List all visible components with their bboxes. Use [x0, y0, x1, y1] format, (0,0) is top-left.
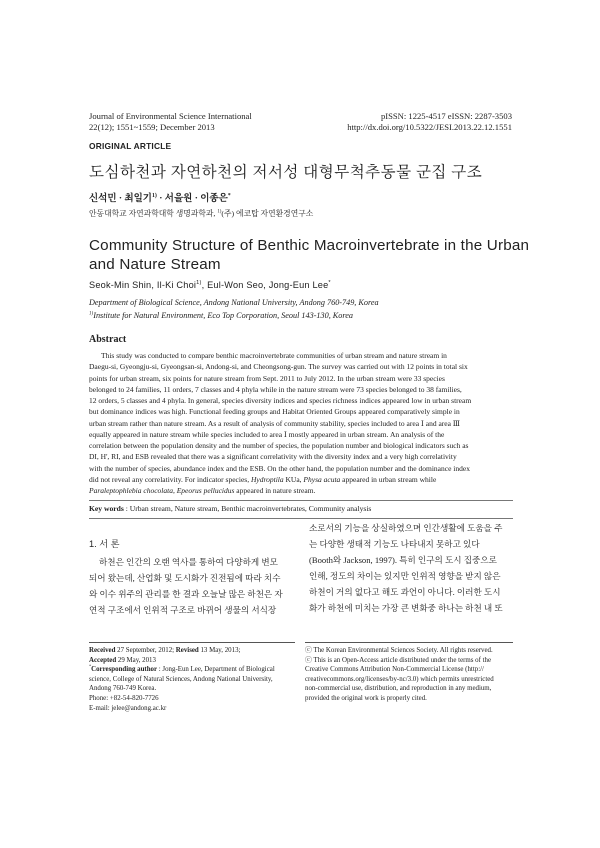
korean-authors-star: * — [227, 192, 231, 199]
journal-doi: http://dx.doi.org/10.5322/JESI.2013.22.12.1551 — [347, 122, 512, 132]
keywords-divider-bottom — [89, 518, 513, 519]
abstract-line: urban stream rather than nature stream. As a result of analysis of community stability, species included to area Ⅰ and area Ⅲ — [89, 418, 461, 428]
intro-left-line: 와 이수 위주의 관리를 한 결과 오늘날 많은 하천은 자 — [89, 589, 283, 600]
license-line: non-commercial use, distribution, and reproduction in any medium, — [305, 685, 492, 693]
abstract-line: but dominance indices was high. Functional feeding groups and Habitat Oriented Groups appeared comparatively simple in — [89, 407, 460, 417]
abstract-heading: Abstract — [89, 334, 127, 345]
license-line: creativecommons.org/licenses/by-nc/3.0) which permits unrestricted — [305, 675, 494, 683]
license-line: ⓒ This is an Open-Access article distributed under the terms of the — [305, 656, 492, 664]
abstract-line: points for urban stream, six points for nature stream from Sept. 2011 to July 2012. In the urban stream were 33 species — [89, 373, 445, 383]
abstract-line: DI, H', RI, and ESB revealed that there was a significant correlativity with the diversity index and a very high correlativity — [89, 452, 457, 462]
license-line: provided the original work is properly cited. — [305, 694, 427, 702]
english-authors — [89, 280, 331, 290]
species-epeorus: Epeorus pellucidus — [176, 486, 235, 495]
species-paraleptophlebia: Paraleptophlebia chocolata — [89, 486, 173, 495]
license-notice — [305, 646, 515, 704]
received-label: Received — [89, 647, 116, 654]
revised-date: 13 May, 2013; — [198, 647, 241, 654]
intro-right-line: (Booth와 Jackson, 1997). 특히 인구의 도시 집중으로 — [309, 555, 497, 566]
abstract-line: equally appeared in nature stream while species included to area Ⅰ mostly appeared in urban stream. An analysis of the — [89, 429, 445, 439]
license-line: ⓒ The Korean Environmental Sciences Society. All rights reserved. — [305, 647, 493, 654]
abstract-line: correlation between the population density and the number of species, the population number and biological indicators such as — [89, 441, 469, 450]
english-affiliation-2-text: Institute for Natural Environment, Eco Top Corporation, Seoul 143-130, Korea — [93, 310, 353, 320]
korean-authors — [89, 190, 231, 204]
abstract-line: with the number of species, abundance index and the ESB. On the other hand, the population number and the dominance index — [89, 463, 470, 473]
keywords-text: : Urban stream, Nature stream, Benthic macroinvertebrates, Community analysis — [123, 504, 372, 513]
corr-line3: Andong 760-749 Korea. — [89, 685, 157, 693]
english-title-line2: and Nature Stream — [89, 256, 221, 273]
revised-label: Revised — [175, 647, 199, 654]
english-title — [89, 236, 529, 274]
corr-star: * — [89, 663, 92, 669]
english-authors-sup: 1) — [196, 279, 202, 286]
abstract-line: Daegu-si, Gyeongju-si, Gyeongsan-si, Andong-si, and Cheongsong-gun. The survey was carried out with 12 points in total six — [89, 362, 468, 372]
corr-phone: Phone: +82-54-820-7726 — [89, 694, 159, 702]
journal-header-right — [300, 111, 512, 133]
footnote-divider-right — [305, 642, 513, 643]
intro-right-line: 화가 하천에 미치는 가장 큰 변화중 하나는 하천 내 또 — [309, 603, 503, 614]
intro-right-column — [309, 520, 515, 617]
received-date: 27 September, 2012; — [115, 647, 176, 654]
korean-authors-rest: · 서을원 · 이종은 — [156, 194, 228, 204]
footnote-corresponding — [89, 665, 295, 675]
article-footnote — [89, 646, 295, 713]
korean-affiliation-sup: 1) — [217, 209, 222, 215]
intro-left-line: 하천은 인간의 오랜 역사를 통하여 다양하게 변모 — [99, 557, 278, 567]
intro-right-line: 하천이 거의 없다고 해도 과언이 아니다. 이러한 도시 — [309, 587, 501, 598]
keywords-divider-top — [89, 500, 513, 501]
english-authors-rest: , Eul-Won Seo, Jong-Eun Lee — [201, 280, 329, 290]
abstract-line-13-end: appeared in nature stream. — [234, 486, 316, 495]
korean-affiliation-rest: (주) 에코탑 자연환경연구소 — [221, 209, 314, 218]
abstract-line-12 — [89, 474, 513, 485]
abstract-line: 12 orders, 5 classes and 4 phyla. In general, species diversity indices and species richness indices appeared low in urban stream — [89, 396, 472, 405]
accepted-date: 29 May, 2013 — [116, 656, 156, 664]
journal-issn: pISSN: 1225-4517 eISSN: 2287-3503 — [380, 111, 512, 121]
species-hydroptila: Hydroptila — [250, 474, 284, 484]
footnote-accepted — [89, 656, 295, 666]
license-line: Creative Commons Attribution Non-Commercial License (http:// — [305, 666, 484, 674]
korean-authors-sup: 1) — [151, 192, 157, 199]
corr-line1: : Jong-Eun Lee, Department of Biological — [157, 666, 275, 674]
english-authors-star: * — [328, 279, 331, 286]
intro-left-line: 연적 구조에서 인위적 구조로 바뀌어 생물의 서식장 — [89, 605, 277, 616]
keywords-label: Key words — [89, 504, 124, 513]
intro-right-line: 소로서의 기능을 상실하였으며 인간생활에 도움을 주 — [309, 523, 503, 533]
english-title-line1: Community Structure of Benthic Macroinvertebrate in the Urban — [89, 237, 530, 254]
accepted-label: Accepted — [89, 656, 117, 664]
section-heading-intro: 1. 서 론 — [89, 539, 120, 549]
abstract-line-13-mid: , — [172, 486, 177, 495]
corr-email: E-mail: jelee@andong.ac.kr — [89, 704, 167, 712]
intro-right-line: 인해, 정도의 차이는 있지만 인위적 영향을 받지 않은 — [309, 571, 501, 582]
abstract-body — [89, 350, 513, 496]
journal-volume: 22(12); 1551~1559; December 2013 — [89, 122, 215, 132]
journal-name: Journal of Environmental Science International — [89, 111, 252, 121]
species-physa-acuta: Physa acuta — [303, 474, 341, 484]
corr-line2: science, College of Natural Sciences, Andong National University, — [89, 675, 273, 683]
footnote-dates — [89, 646, 295, 656]
article-type: ORIGINAL ARTICLE — [89, 141, 172, 151]
corr-label: Corresponding author — [91, 666, 158, 674]
journal-header-left — [89, 111, 329, 133]
intro-right-line: 는 다양한 생태적 기능도 나타내지 못하고 있다 — [309, 539, 480, 550]
keywords — [89, 504, 371, 513]
korean-authors-text: 신석민 · 최일기 — [89, 194, 152, 204]
abstract-line-12-mid: KUa, — [283, 474, 304, 484]
abstract-line-12-end: appeared in urban stream while — [340, 474, 437, 484]
english-affiliation-2 — [89, 310, 529, 323]
intro-left-line: 되어 왔는데, 산업화 및 도시화가 진전됨에 따라 치수 — [89, 573, 281, 584]
abstract-line: belonged to 24 families, 11 orders, 7 classes and 4 phyla while in the nature stream were 73 species belonged to 38 families, — [89, 384, 462, 394]
english-authors-text: Seok-Min Shin, Il-Ki Choi — [89, 280, 197, 290]
korean-affiliation-text: 안동대학교 자연과학대학 생명과학과, — [89, 209, 218, 218]
abstract-line-12-start: did not reveal any correlativity. For indicator species, — [89, 474, 251, 484]
abstract-line-13 — [89, 485, 513, 496]
intro-left-column — [89, 554, 295, 618]
korean-title: 도심하천과 자연하천의 저서성 대형무척추동물 군집 구조 — [89, 164, 483, 181]
korean-affiliation — [89, 208, 313, 219]
footnote-divider-left — [89, 642, 295, 643]
english-affiliation-2-sup: 1) — [89, 309, 94, 316]
english-affiliation-1: Department of Biological Science, Andong National University, Andong 760-749, Korea — [89, 298, 379, 307]
english-affiliations — [89, 297, 529, 322]
abstract-line: This study was conducted to compare benthic macroinvertebrate communities of urban stream and nature stream in — [101, 351, 447, 360]
